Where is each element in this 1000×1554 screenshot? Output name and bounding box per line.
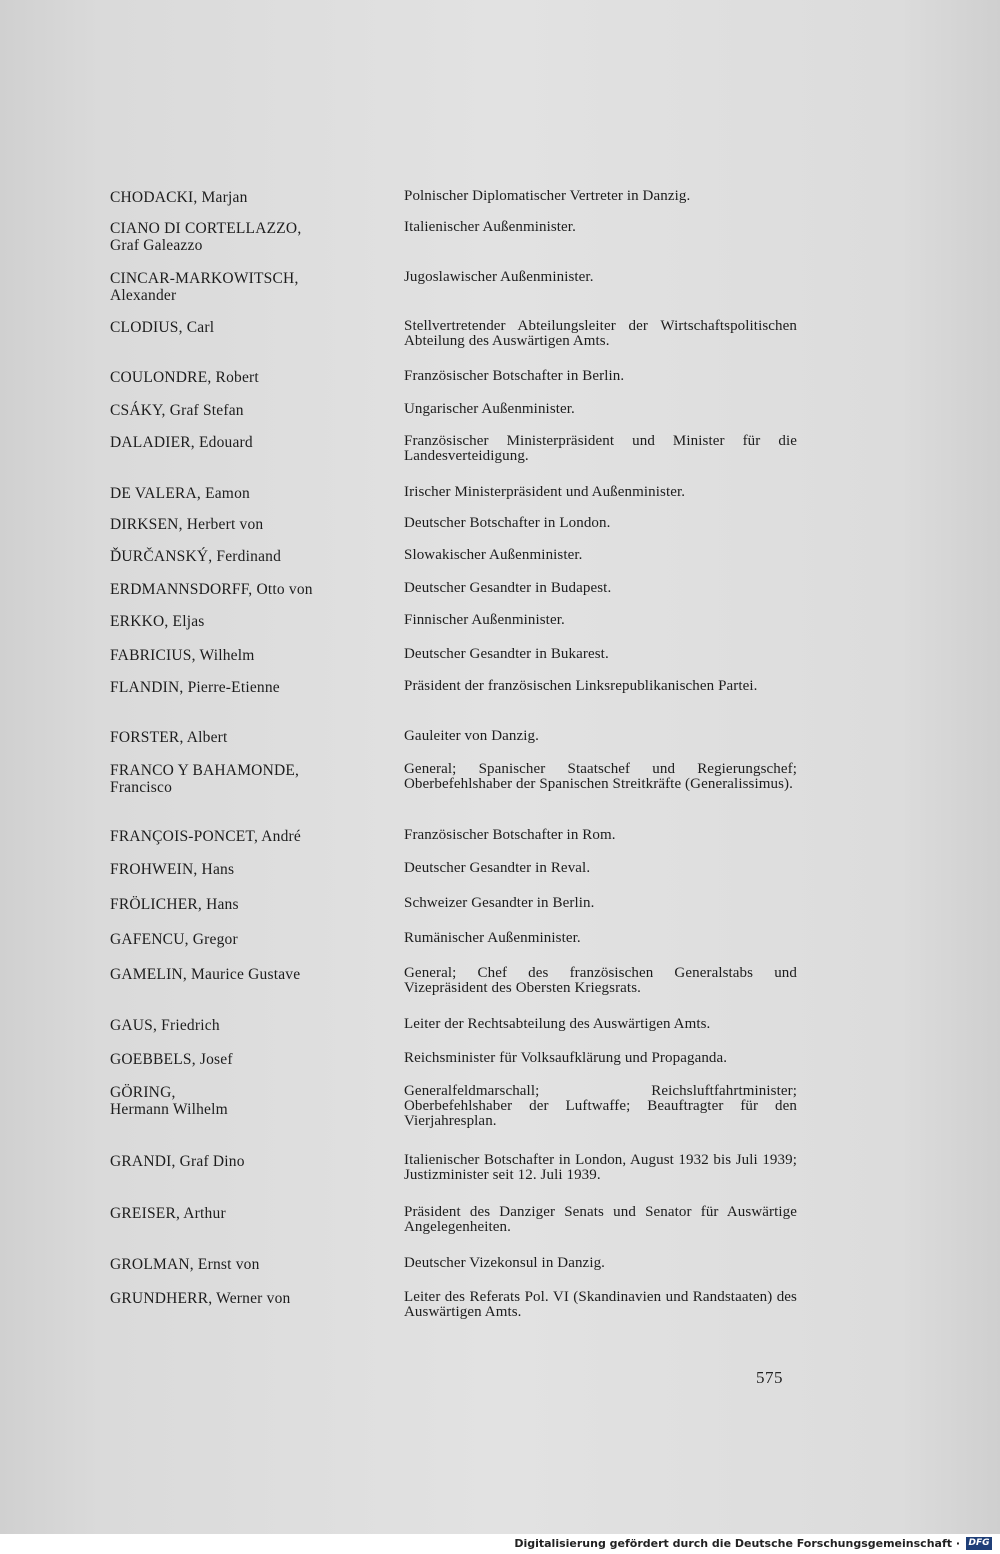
entry-description: Generalfeldmarschall; Reichsluftfahrtminister; Oberbefehlshaber der Luftwaffe; Beauftragter für den Vierjahresplan. — [404, 1083, 797, 1129]
entry-name-main: GOEBBELS, Josef — [110, 1051, 233, 1068]
entry-name-main: CHODACKI, Marjan — [110, 189, 248, 206]
entry-description: General; Chef des französischen Generalstabs und Vizepräsident des Obersten Kriegsrats. — [404, 965, 797, 996]
entry-description: Deutscher Gesandter in Budapest. — [404, 580, 612, 596]
entry-description: Italienischer Botschafter in London, August 1932 bis Juli 1939; Justizminister seit 12. Juli 1939. — [404, 1152, 797, 1183]
entry-description: General; Spanischer Staatschef und Regierungschef; Oberbefehlshaber der Spanischen Streitkräfte (Generalissimus). — [404, 761, 797, 792]
dfg-logo-icon: DFG — [966, 1537, 992, 1550]
entry-description: Deutscher Botschafter in London. — [404, 515, 611, 531]
entry-name — [110, 402, 380, 419]
entry-description: Finnischer Außenminister. — [404, 612, 565, 628]
entry-description: Deutscher Vizekonsul in Danzig. — [404, 1255, 606, 1271]
entry-name — [110, 931, 380, 948]
entry-name-main: GAFENCU, Gregor — [110, 931, 238, 948]
entry-name-sub: Hermann Wilhelm — [110, 1101, 228, 1118]
entry-name — [110, 1017, 380, 1034]
entry-name-main: CINCAR-MARKOWITSCH, — [110, 270, 299, 287]
entry-name-main: DALADIER, Edouard — [110, 434, 253, 451]
entry-name — [110, 548, 380, 565]
entry-description: Jugoslawischer Außenminister. — [404, 269, 594, 285]
entry-name — [110, 613, 380, 630]
entry-name-main: GREISER, Arthur — [110, 1205, 226, 1222]
entry-name-main: FORSTER, Albert — [110, 729, 228, 746]
entry-description: Französischer Botschafter in Rom. — [404, 827, 616, 843]
entry-name-sub: Graf Galeazzo — [110, 237, 203, 254]
entry-name — [110, 1051, 380, 1068]
entry-name-main: DIRKSEN, Herbert von — [110, 516, 264, 533]
entry-description: Französischer Ministerpräsident und Minister für die Landesverteidigung. — [404, 433, 797, 464]
entry-name — [110, 1205, 380, 1222]
entry-name-main: GAUS, Friedrich — [110, 1017, 220, 1034]
entry-name — [110, 1256, 380, 1273]
entry-description: Ungarischer Außenminister. — [404, 401, 575, 417]
entry-name-main: ĎURČANSKÝ, Ferdinand — [110, 548, 282, 565]
entry-description: Präsident der französischen Linksrepublikanischen Partei. — [404, 678, 758, 694]
entry-name-main: GRUNDHERR, Werner von — [110, 1290, 291, 1307]
entry-name-main: COULONDRE, Robert — [110, 369, 259, 386]
entry-name-main: GRANDI, Graf Dino — [110, 1153, 245, 1170]
entry-name-main: FABRICIUS, Wilhelm — [110, 647, 255, 664]
entry-description: Slowakischer Außenminister. — [404, 547, 583, 563]
entry-name-sub: Alexander — [110, 287, 177, 304]
entry-description: Leiter der Rechtsabteilung des Auswärtigen Amts. — [404, 1016, 711, 1032]
entry-name — [110, 647, 380, 664]
footer-credit-text: Digitalisierung gefördert durch die Deutsche Forschungsgemeinschaft · — [514, 1537, 960, 1550]
entry-name-main: GROLMAN, Ernst von — [110, 1256, 260, 1273]
entry-name — [110, 861, 380, 878]
entry-name-main: ERDMANNSDORFF, Otto von — [110, 581, 313, 598]
entry-name-main: FRANCO Y BAHAMONDE, — [110, 762, 300, 779]
entry-name-main: FRÖLICHER, Hans — [110, 896, 239, 913]
entry-description: Französischer Botschafter in Berlin. — [404, 368, 625, 384]
entry-name-main: DE VALERA, Eamon — [110, 485, 250, 502]
entry-description: Irischer Ministerpräsident und Außenminister. — [404, 484, 686, 500]
entry-name-main: FRANÇOIS-PONCET, André — [110, 828, 301, 845]
entry-name — [110, 516, 380, 533]
entry-name-main: ERKKO, Eljas — [110, 613, 205, 630]
entry-name — [110, 220, 380, 254]
entry-description: Deutscher Gesandter in Bukarest. — [404, 646, 609, 662]
entry-name — [110, 762, 380, 796]
entry-name — [110, 434, 380, 451]
entry-name — [110, 581, 380, 598]
entry-name-main: CLODIUS, Carl — [110, 319, 215, 336]
entry-name — [110, 828, 380, 845]
entry-name-main: GÖRING, — [110, 1084, 176, 1101]
entry-name — [110, 369, 380, 386]
footer-bar — [0, 1534, 1000, 1554]
page-number: 575 — [756, 1368, 783, 1387]
entry-description: Gauleiter von Danzig. — [404, 728, 539, 744]
entry-name — [110, 729, 380, 746]
entry-description: Polnischer Diplomatischer Vertreter in Danzig. — [404, 188, 691, 204]
entry-name-sub: Francisco — [110, 779, 173, 796]
entry-name-main: FROHWEIN, Hans — [110, 861, 235, 878]
entry-name-main: GAMELIN, Maurice Gustave — [110, 966, 301, 983]
entry-description: Reichsminister für Volksaufklärung und Propaganda. — [404, 1050, 728, 1066]
entry-name — [110, 679, 380, 696]
entry-description: Präsident des Danziger Senats und Senator für Auswärtige Angelegenheiten. — [404, 1204, 797, 1235]
entry-name — [110, 896, 380, 913]
entry-name-main: CIANO DI CORTELLAZZO, — [110, 220, 302, 237]
entry-name — [110, 270, 380, 304]
entry-name — [110, 1290, 380, 1307]
entry-description: Italienischer Außenminister. — [404, 219, 576, 235]
entry-name — [110, 319, 380, 336]
entry-name — [110, 1153, 380, 1170]
entry-description: Stellvertretender Abteilungsleiter der Wirtschaftspolitischen Abteilung des Auswärtigen Amts. — [404, 318, 797, 349]
entry-name — [110, 1084, 380, 1118]
entry-description: Deutscher Gesandter in Reval. — [404, 860, 591, 876]
entry-name-main: CSÁKY, Graf Stefan — [110, 402, 244, 419]
entry-name-main: FLANDIN, Pierre-Etienne — [110, 679, 280, 696]
entry-name — [110, 485, 380, 502]
entry-name — [110, 189, 380, 206]
entry-description: Leiter des Referats Pol. VI (Skandinavien und Randstaaten) des Auswärtigen Amts. — [404, 1289, 797, 1320]
entry-description: Schweizer Gesandter in Berlin. — [404, 895, 595, 911]
entry-name — [110, 966, 380, 983]
entry-description: Rumänischer Außenminister. — [404, 930, 581, 946]
